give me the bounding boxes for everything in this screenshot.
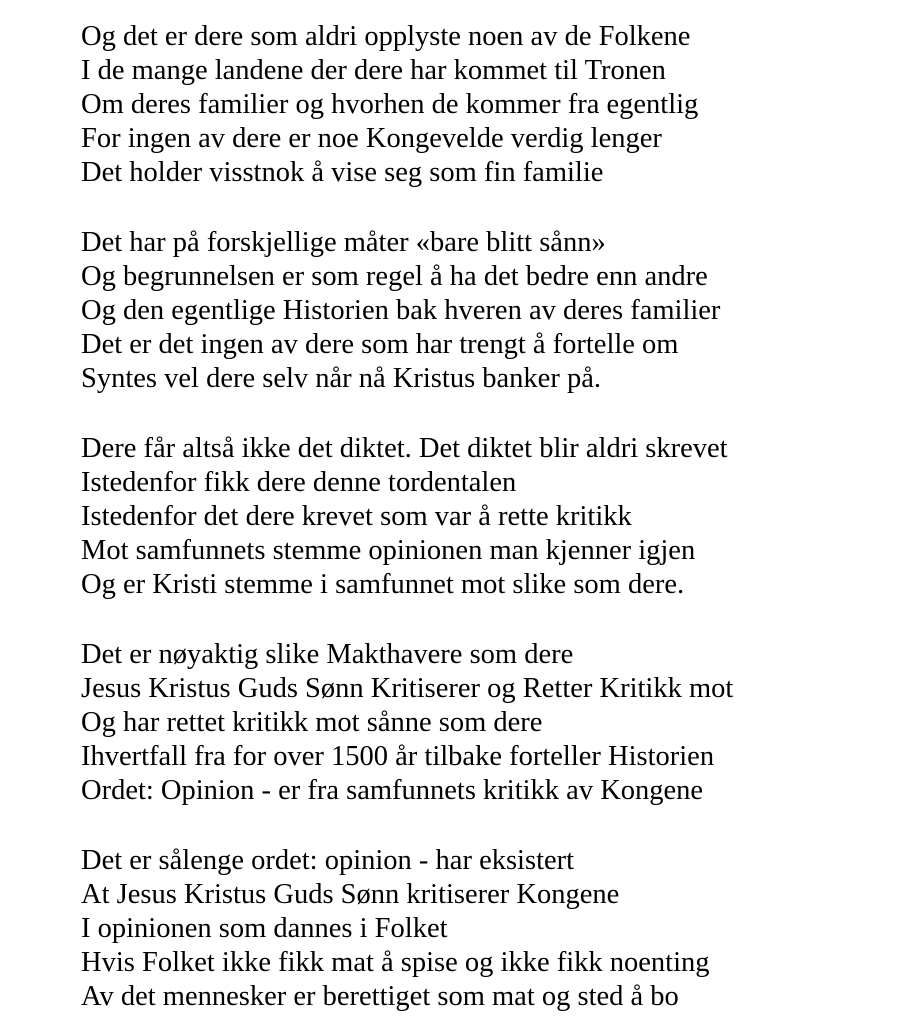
- poem-line: Det er sålenge ordet: opinion - har eksistert: [81, 845, 575, 876]
- poem-line: Hvis Folket ikke fikk mat å spise og ikke fikk noenting: [81, 947, 710, 978]
- poem-line: Av det mennesker er berettiget som mat og sted å bo: [81, 981, 679, 1012]
- poem-line: Mot samfunnets stemme opinionen man kjenner igjen: [81, 535, 696, 566]
- poem-line: Istedenfor fikk dere denne tordentalen: [81, 467, 517, 498]
- stanza-5: [81, 844, 871, 1014]
- poem-line: Jesus Kristus Guds Sønn Kritiserer og Retter Kritikk mot: [81, 673, 734, 704]
- poem-line: Og den egentlige Historien bak hveren av deres familier: [81, 295, 721, 326]
- poem-line: For ingen av dere er noe Kongevelde verdig lenger: [81, 123, 662, 154]
- poem-line: Dere får altså ikke det diktet. Det diktet blir aldri skrevet: [81, 433, 728, 464]
- poem-line: Ordet: Opinion - er fra samfunnets kritikk av Kongene: [81, 775, 704, 806]
- poem-line: Og har rettet kritikk mot sånne som dere: [81, 707, 543, 738]
- poem-line: At Jesus Kristus Guds Sønn kritiserer Kongene: [81, 879, 620, 910]
- stanza-1: [81, 20, 871, 190]
- poem-line: Det er nøyaktig slike Makthavere som dere: [81, 639, 574, 670]
- stanza-2: [81, 226, 871, 396]
- poem-line: Og det er dere som aldri opplyste noen av de Folkene: [81, 21, 691, 52]
- poem-line: Syntes vel dere selv når nå Kristus banker på.: [81, 363, 601, 394]
- poem-line: Istedenfor det dere krevet som var å rette kritikk: [81, 501, 632, 532]
- poem-line: Og begrunnelsen er som regel å ha det bedre enn andre: [81, 261, 708, 292]
- poem-line: Det har på forskjellige måter «bare blitt sånn»: [81, 227, 606, 258]
- stanza-4: [81, 638, 871, 808]
- stanza-3: [81, 432, 871, 602]
- poem-line: Om deres familier og hvorhen de kommer fra egentlig: [81, 89, 699, 120]
- poem-line: Ihvertfall fra for over 1500 år tilbake forteller Historien: [81, 741, 715, 772]
- poem-line: Og er Kristi stemme i samfunnet mot slike som dere.: [81, 569, 685, 600]
- poem-line: I de mange landene der dere har kommet til Tronen: [81, 55, 666, 86]
- poem-line: Det holder visstnok å vise seg som fin familie: [81, 157, 604, 188]
- poem-line: I opinionen som dannes i Folket: [81, 913, 448, 944]
- poem-line: Det er det ingen av dere som har trengt å fortelle om: [81, 329, 679, 360]
